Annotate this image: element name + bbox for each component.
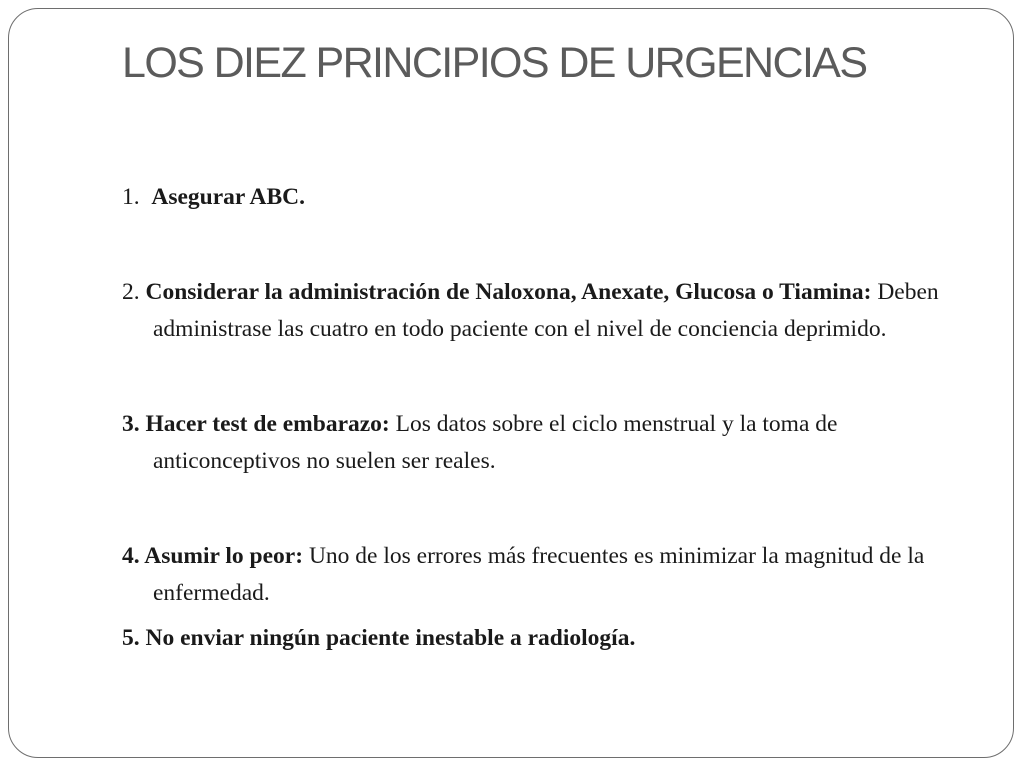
item-number: 2. (122, 279, 140, 305)
principles-list (122, 179, 982, 657)
principle-item-2 (122, 274, 982, 348)
principle-item-1 (122, 179, 982, 216)
item-number: 4. (122, 543, 140, 569)
item-heading: Hacer test de embarazo: (145, 411, 390, 437)
principle-item-4 (122, 538, 982, 612)
item-body: Los datos sobre el ciclo menstrual y la toma de anticonceptivos no suelen ser reales. (153, 411, 838, 474)
item-heading: Asegurar ABC. (151, 184, 305, 210)
item-body: Uno de los errores más frecuentes es minimizar la magnitud de la enfermedad. (153, 543, 925, 606)
principle-item-3 (122, 406, 982, 480)
principle-item-5 (122, 620, 982, 657)
item-body: Deben administrase las cuatro en todo paciente con el nivel de conciencia deprimido. (153, 279, 939, 342)
item-heading: No enviar ningún paciente inestable a radiología. (145, 625, 636, 651)
item-number: 1. (122, 184, 140, 210)
item-number: 3. (122, 411, 140, 437)
slide-frame (8, 8, 1014, 758)
item-heading: Considerar la administración de Naloxona, Anexate, Glucosa o Tiamina: (145, 279, 872, 305)
item-number: 5. (122, 625, 140, 651)
slide-title: LOS DIEZ PRINCIPIOS DE URGENCIAS (122, 39, 867, 87)
item-heading: Asumir lo peor: (144, 543, 304, 569)
